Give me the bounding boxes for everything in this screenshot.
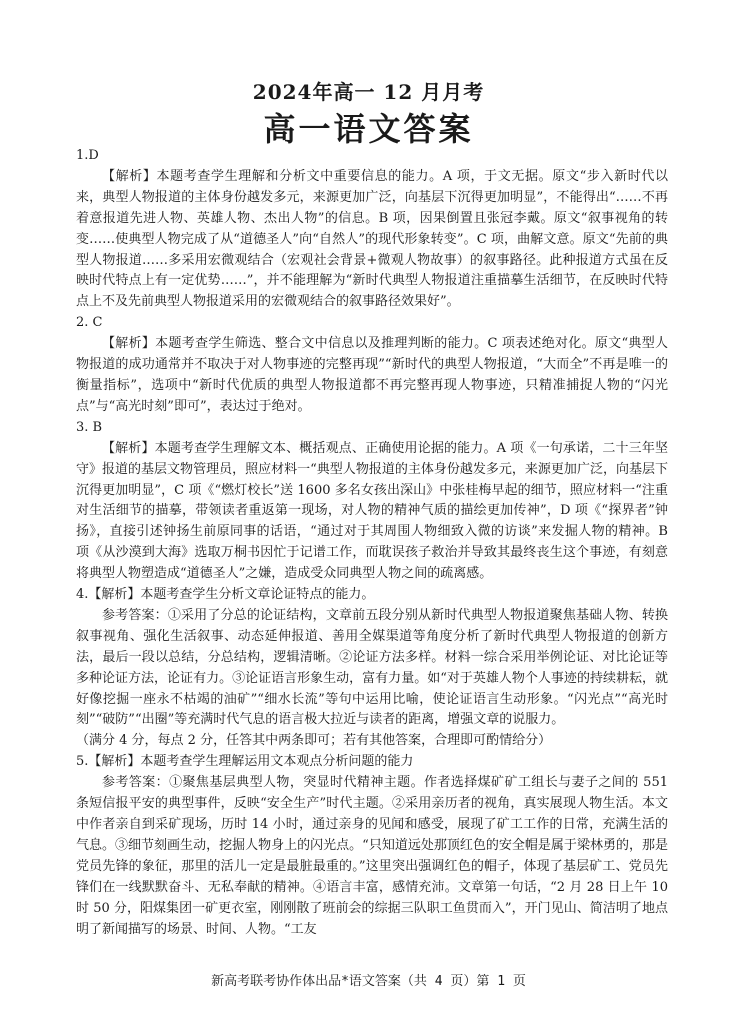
answer-1-number: 1.D	[76, 148, 99, 163]
answer-4-heading: 4.【解析】本题考查学生分析文章论证特点的能力。	[76, 587, 375, 603]
answer-5-reference: 参考答案：①聚焦基层典型人物，突显时代精神主题。作者选择煤矿矿工组长与妻子之间的 551 条短信报平安的典型事件，反映“安全生产”时代主题。②采用亲历者的视角，真实展现人物生活。本文中作者亲自到采矿现场，历时 14 小时，通过亲身的见闻和感受，展现了矿工工作的日常，充满生活的气息。③细节刻画生动，挖掘人物身上的闪光点。“只知道远处那顶红色的安全帽是属于梁林勇的，那是党员先锋的象征，那里的活儿一定是最脏最重的。”这里突出强调红色的帽子，体现了基层矿工、党员先锋们在一线默默奋斗、无私奉献的精神。④语言丰富，感情充沛。文章第一句话，“2 月 28 日上午 10 时 50 分，阳煤集团一矿更衣室，刚刚散了班前会的综据三队职工鱼贯而入”，开门见山、简洁明了地点明了新闻描写的场景、时间、人物。“工友	[76, 775, 668, 937]
page-footer: 新高考联考协作体出品*语文答案（共 4 页）第 1 页	[211, 974, 526, 989]
document-title: 高一语文答案	[263, 110, 474, 148]
answer-1-explanation: 【解析】本题考查学生理解和分析文中重要信息的能力。A 项，于文无据。原文“步入新时代以来，典型人物报道的主体身份越发多元，来源更加广泛，向基层下沉得更加明显”，不能得出“……不再着意报道先进人物、英雄人物、杰出人物”的信息。B 项，因果倒置且张冠李戴。原文“叙事视角的转变……使典型人物完成了从“道德圣人”向“自然人”的现代形象转变”。C 项，曲解文意。原文“先前的典型人物报道……多采用宏微观结合（宏观社会背景+微观人物故事）的叙事路径。此种报道方式虽在反映时代特点上有一定优势……”，并不能理解为“新时代典型人物报道注重描摹生活细节，在反映时代特点上不及先前典型人物报道采用的宏微观结合的叙事路径效果好”。	[76, 168, 668, 310]
answer-4-scoring-note: （满分 4 分，每点 2 分，任答其中两条即可；若有其他答案，合理即可酌情给分）	[76, 733, 552, 749]
exam-title: 2024年高一 12 月月考	[252, 80, 485, 104]
answer-5-heading: 5.【解析】本题考查学生理解运用文本观点分析问题的能力	[76, 754, 414, 770]
answer-3-number: 3. B	[76, 419, 103, 435]
answer-2-explanation: 【解析】本题考查学生筛选、整合文中信息以及推理判断的能力。C 项表述绝对化。原文“典型人物报道的成功通常并不取决于对人物事迹的完整再现”“新时代的典型人物报道，“大而全”不再是唯一的衡量指标”，选项中“新时代优质的典型人物报道都不再完整再现人物事迹，只精准捕捉人物的“闪光点”与“高光时刻”即可”，表达过于绝对。	[76, 336, 668, 414]
answer-content	[76, 146, 668, 940]
answer-4-reference: 参考答案：①采用了分总的论证结构，文章前五段分别从新时代典型人物报道聚焦基础人物、转换叙事视角、强化生活叙事、动态延伸报道、善用全媒渠道等角度分析了新时代典型人物报道的创新方法，最后一段以总结，分总结构，逻辑清晰。②论证方法多样。材料一综合采用举例论证、对比论证等多种论证方法，论证有力。③论证语言形象生动，富有力量。如“对于英雄人物个人事迹的持续耕耘，就好像挖掘一座永不枯竭的油矿”“细水长流”等句中运用比喻，使论证语言生动形象。“闪光点”“高光时刻”“破防”“出圈”等充满时代气息的语言极大拉近与读者的距离，增强文章的说服力。	[76, 607, 668, 728]
answer-3-explanation: 【解析】本题考查学生理解文本、概括观点、正确使用论据的能力。A 项《一句承诺，二十三年坚守》报道的基层文物管理员，照应材料一“典型人物报道的主体身份越发多元，来源更加广泛，向基层下沉得更加明显”，C 项《“燃灯校长”送 1600 多名女孩出深山》中张桂梅早起的细节，照应材料一“注重对生活细节的描摹，带领读者重返第一现场，对人物的精神气质的描绘更加传神”，D 项《“探界者”钟扬》，直接引述钟扬生前原同事的话语，“通过对于其周围人物细致入微的访谈”来发掘人物的精神。B 项《从沙漠到大海》选取万桐书因忙于记谱工作，而耽误孩子救治并导致其最终丧生这个事迹，有刻意将典型人物塑造成“道德圣人”之嫌，造成受众同典型人物之间的疏离感。	[76, 440, 668, 582]
answer-2-number: 2. C	[76, 315, 103, 331]
